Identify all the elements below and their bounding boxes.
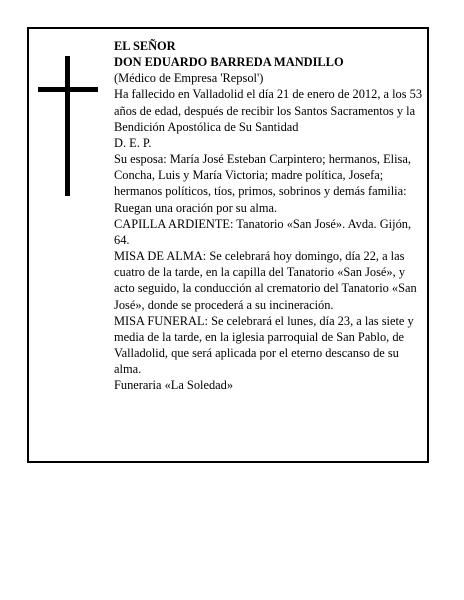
obituary-text: [114, 38, 424, 393]
funeral-mass-paragraph: MISA FUNERAL: Se celebrará el lunes, día 23, a las siete y media de la tarde, en la iglesia parroquial de San Pablo, de Valladolid, que será aplicada por el eterno descanso de su alma.: [114, 313, 414, 377]
death-announcement-paragraph: Ha fallecido en Valladolid el día 21 de enero de 2012, a los 53 años de edad, después de recibir los Santos Sacramentos y la Bendición Apostólica de Su Santidad: [114, 87, 423, 134]
family-paragraph: Su esposa: María José Esteban Carpintero; hermanos, Elisa, Concha, Luis y María Victoria; madre política, Josefa; hermanos políticos, tíos, primos, sobrinos y demás familia:: [114, 152, 411, 199]
requiem-mass-paragraph: MISA DE ALMA: Se celebrará hoy domingo, día 22, a las cuatro de la tarde, en la capilla del Tanatorio «San José», y acto seguido, la conducción al crematorio del Tanatorio «San José», donde se procederá a su incineración.: [114, 249, 417, 312]
prayer-request: Ruegan una oración por su alma.: [114, 200, 278, 215]
cross-vertical-bar: [65, 56, 70, 196]
deceased-occupation: (Médico de Empresa 'Repsol'): [114, 71, 264, 86]
deceased-name: DON EDUARDO BARREDA MANDILLO: [114, 55, 344, 70]
notice-title: EL SEÑOR: [114, 39, 176, 53]
cross-horizontal-bar: [38, 87, 98, 92]
rip-line: D. E. P.: [114, 135, 152, 150]
wake-location: CAPILLA ARDIENTE: Tanatorio «San José». Avda. Gijón, 64.: [114, 216, 412, 247]
funeral-home: Funeraria «La Soledad»: [114, 378, 234, 393]
cross-icon: [38, 56, 98, 196]
